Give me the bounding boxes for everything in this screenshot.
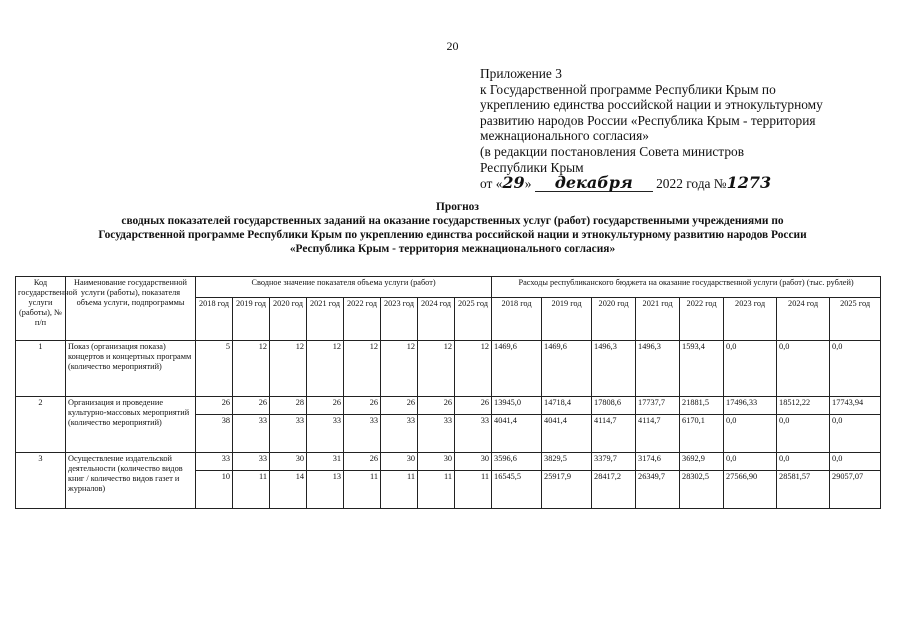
cell-budget: 13945,0 [492, 397, 542, 415]
cell-volume: 33 [233, 453, 270, 471]
cell-budget: 29057,07 [830, 471, 881, 509]
cell-volume: 26 [344, 453, 381, 471]
cell-budget: 3692,9 [680, 453, 724, 471]
cell-budget: 0,0 [830, 453, 881, 471]
header-volume-group: Сводное значение показателя объема услуги (работ) [196, 277, 492, 298]
cell-budget: 0,0 [724, 341, 777, 397]
cell-budget: 4114,7 [592, 415, 636, 453]
cell-budget: 3596,6 [492, 453, 542, 471]
cell-volume: 33 [270, 415, 307, 453]
cell-volume: 26 [344, 397, 381, 415]
cell-volume: 33 [344, 415, 381, 453]
cell-volume: 26 [196, 397, 233, 415]
cell-volume: 33 [381, 415, 418, 453]
cell-budget: 16545,5 [492, 471, 542, 509]
cell-volume: 12 [418, 341, 455, 397]
header-budget-year: 2022 год [680, 298, 724, 341]
appendix-line: развитию народов России «Республика Крым - территория [480, 112, 816, 128]
cell-volume: 26 [381, 397, 418, 415]
cell-budget: 0,0 [777, 415, 830, 453]
cell-volume: 11 [455, 471, 492, 509]
cell-budget: 21881,5 [680, 397, 724, 415]
cell-volume: 30 [455, 453, 492, 471]
handwritten-day: 29 [502, 173, 525, 193]
cell-budget: 0,0 [777, 453, 830, 471]
cell-volume: 12 [455, 341, 492, 397]
cell-volume: 5 [196, 341, 233, 397]
header-volume-year: 2021 год [307, 298, 344, 341]
title-line: «Республика Крым - территория межнационального согласия» [289, 243, 616, 255]
document-title [0, 200, 905, 256]
appendix-line: Приложение 3 [480, 66, 562, 81]
cell-name: Осуществление издательской деятельности (количество видов книг / количество видов газет и журналов) [66, 453, 196, 509]
cell-volume: 33 [307, 415, 344, 453]
cell-volume: 26 [455, 397, 492, 415]
cell-volume: 12 [307, 341, 344, 397]
cell-volume: 10 [196, 471, 233, 509]
cell-budget: 0,0 [777, 341, 830, 397]
cell-volume: 26 [418, 397, 455, 415]
handwritten-number: 1273 [726, 173, 772, 193]
cell-name: Показ (организация показа) концертов и концертных программ (количество мероприятий) [66, 341, 196, 397]
header-volume-year: 2025 год [455, 298, 492, 341]
cell-budget: 17743,94 [830, 397, 881, 415]
header-code: Код государственной услуги (работы), № п/п [16, 277, 66, 341]
cell-budget: 3174,6 [636, 453, 680, 471]
table-row [16, 453, 881, 471]
cell-code: 3 [16, 453, 66, 509]
date-mid: » [524, 176, 532, 192]
header-volume-year: 2020 год [270, 298, 307, 341]
cell-budget: 0,0 [724, 415, 777, 453]
table-row [16, 341, 881, 397]
cell-budget: 17737,7 [636, 397, 680, 415]
cell-budget: 28302,5 [680, 471, 724, 509]
handwritten-month: декабря [535, 175, 653, 192]
cell-volume: 12 [270, 341, 307, 397]
cell-budget: 1496,3 [636, 341, 680, 397]
appendix-header [480, 66, 890, 192]
cell-volume: 33 [455, 415, 492, 453]
header-budget-year: 2018 год [492, 298, 542, 341]
header-budget-year: 2021 год [636, 298, 680, 341]
cell-budget: 28417,2 [592, 471, 636, 509]
cell-budget: 1469,6 [492, 341, 542, 397]
cell-budget: 17496,33 [724, 397, 777, 415]
header-budget-year: 2023 год [724, 298, 777, 341]
appendix-line: (в редакции постановления Совета министров [480, 143, 745, 159]
cell-budget: 4114,7 [636, 415, 680, 453]
cell-budget: 4041,4 [542, 415, 592, 453]
appendix-line: межнационального согласия» [480, 128, 649, 144]
cell-volume: 11 [418, 471, 455, 509]
page-number: 20 [446, 39, 459, 53]
cell-volume: 11 [344, 471, 381, 509]
cell-volume: 11 [381, 471, 418, 509]
cell-volume: 33 [196, 453, 233, 471]
cell-name: Организация и проведение культурно-массовых мероприятий (количество мероприятий) [66, 397, 196, 453]
header-budget-year: 2019 год [542, 298, 592, 341]
forecast-table-container [15, 276, 876, 509]
cell-code: 2 [16, 397, 66, 453]
resolution-date-line [480, 175, 890, 192]
cell-volume: 38 [196, 415, 233, 453]
cell-volume: 30 [418, 453, 455, 471]
cell-volume: 12 [233, 341, 270, 397]
year-text: 2022 года № [656, 176, 727, 192]
cell-budget: 0,0 [830, 415, 881, 453]
cell-volume: 26 [307, 397, 344, 415]
cell-volume: 12 [381, 341, 418, 397]
header-budget-year: 2020 год [592, 298, 636, 341]
cell-budget: 1593,4 [680, 341, 724, 397]
header-name: Наименование государственной услуги (работы), показателя объема услуги, подпрограммы [66, 277, 196, 341]
cell-volume: 28 [270, 397, 307, 415]
cell-budget: 6170,1 [680, 415, 724, 453]
cell-volume: 30 [381, 453, 418, 471]
header-volume-year: 2024 год [418, 298, 455, 341]
title-line: Прогноз [436, 201, 479, 213]
title-line: Государственной программе Республики Крым по укреплению единства российской нации и этнокультурному развитию народов России [98, 229, 807, 241]
title-line: сводных показателей государственных заданий на оказание государственных услуг (работ) государственными учреждениями по [121, 215, 784, 227]
header-volume-year: 2018 год [196, 298, 233, 341]
cell-budget: 3829,5 [542, 453, 592, 471]
header-volume-year: 2023 год [381, 298, 418, 341]
cell-volume: 12 [344, 341, 381, 397]
cell-budget: 26349,7 [636, 471, 680, 509]
cell-code: 1 [16, 341, 66, 397]
cell-budget: 25917,9 [542, 471, 592, 509]
cell-volume: 26 [233, 397, 270, 415]
cell-volume: 33 [233, 415, 270, 453]
appendix-line: Республики Крым [480, 159, 584, 175]
appendix-line: укреплению единства российской нации и этнокультурному [480, 97, 823, 113]
header-budget-year: 2024 год [777, 298, 830, 341]
cell-budget: 1469,6 [542, 341, 592, 397]
header-budget-group: Расходы республиканского бюджета на оказание государственной услуги (работ) (тыс. рублей) [492, 277, 881, 298]
cell-budget: 0,0 [724, 453, 777, 471]
header-volume-year: 2022 год [344, 298, 381, 341]
table-row [16, 397, 881, 415]
cell-budget: 14718,4 [542, 397, 592, 415]
cell-volume: 31 [307, 453, 344, 471]
cell-budget: 4041,4 [492, 415, 542, 453]
cell-budget: 1496,3 [592, 341, 636, 397]
date-prefix: от « [480, 176, 503, 192]
cell-volume: 13 [307, 471, 344, 509]
cell-budget: 18512,22 [777, 397, 830, 415]
cell-budget: 27566,90 [724, 471, 777, 509]
cell-volume: 11 [233, 471, 270, 509]
cell-budget: 28581,57 [777, 471, 830, 509]
header-budget-year: 2025 год [830, 298, 881, 341]
forecast-table [15, 276, 881, 509]
cell-budget: 0,0 [830, 341, 881, 397]
cell-budget: 3379,7 [592, 453, 636, 471]
header-volume-year: 2019 год [233, 298, 270, 341]
cell-volume: 30 [270, 453, 307, 471]
cell-volume: 14 [270, 471, 307, 509]
cell-budget: 17808,6 [592, 397, 636, 415]
cell-volume: 33 [418, 415, 455, 453]
appendix-line: к Государственной программе Республики Крым по [480, 81, 776, 97]
